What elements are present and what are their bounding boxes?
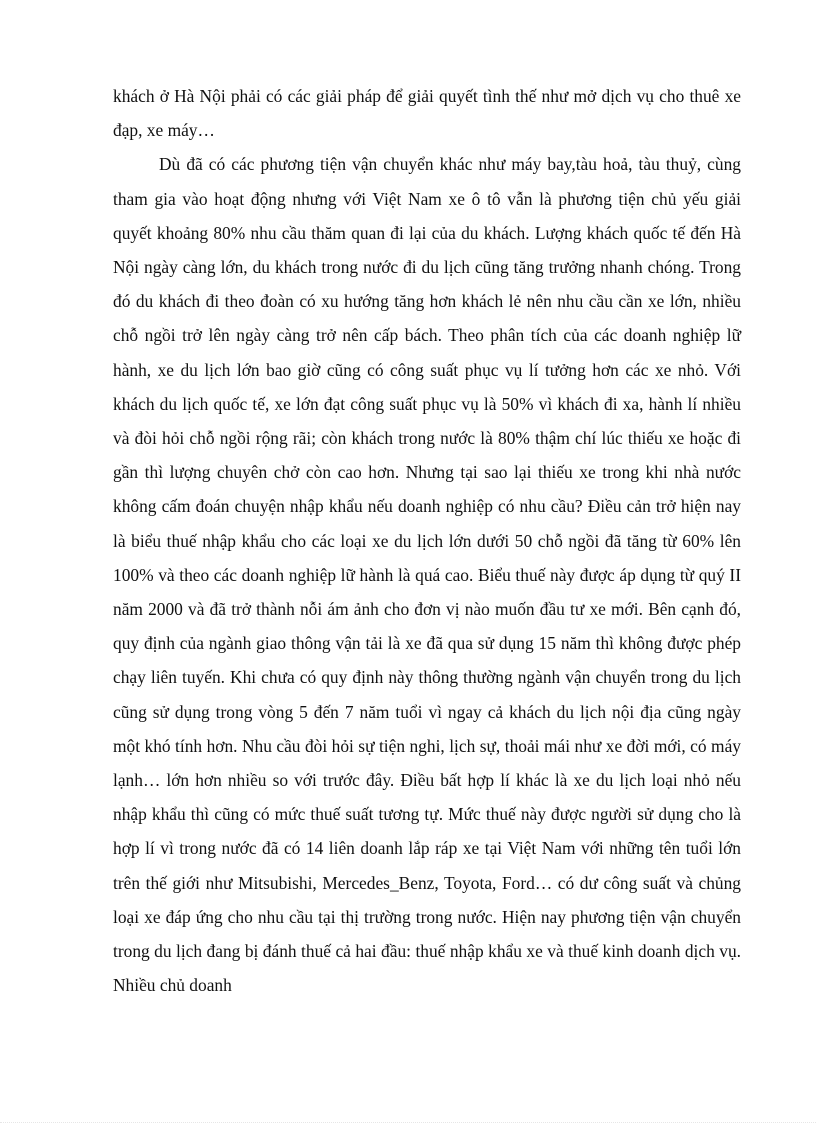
paragraph-1: khách ở Hà Nội phải có các giải pháp để giải quyết tình thế như mở dịch vụ cho thuê xe đạp, xe máy… bbox=[113, 86, 741, 141]
body-text bbox=[113, 79, 741, 1002]
paragraph-2: Dù đã có các phương tiện vận chuyển khác như máy bay,tàu hoả, tàu thuỷ, cùng tham gia vào hoạt động nhưng với Việt Nam xe ô tô vẫn là phương tiện chủ yếu giải quyết khoảng 80% nhu cầu thăm quan đi lại của du khách. Lượng khách quốc tế đến Hà Nội ngày càng lớn, du khách trong nước đi du lịch cũng tăng trưởng nhanh chóng. Trong đó du khách đi theo đoàn có xu hướng tăng hơn khách lẻ nên nhu cầu cần xe lớn, nhiều chỗ ngồi trở lên ngày càng trở nên cấp bách. Theo phân tích của các doanh nghiệp lữ hành, xe du lịch lớn bao giờ cũng có công suất phục vụ lí tưởng hơn các xe nhỏ. Với khách du lịch quốc tế, xe lớn đạt công suất phục vụ là 50% vì khách đi xa, hành lí nhiều và đòi hỏi chỗ ngồi rộng rãi; còn khách trong nước là 80% thậm chí lúc thiếu xe hoặc đi gần thì lượng chuyên chở còn cao hơn. Nhưng tại sao lại thiếu xe trong khi nhà nước không cấm đoán chuyện nhập khẩu nếu doanh nghiệp có nhu cầu? Điều cản trở hiện nay là biểu thuế nhập khẩu cho các loại xe du lịch lớn dưới 50 chỗ ngồi đã tăng từ 60% lên 100% và theo các doanh nghiệp lữ hành là quá cao. Biểu thuế này được áp dụng từ quý II năm 2000 và đã trở thành nỗi ám ảnh cho đơn vị nào muốn đầu tư xe mới. Bên cạnh đó, quy định của ngành giao thông vận tải là xe đã qua sử dụng 15 năm thì không được phép chạy liên tuyến. Khi chưa có quy định này thông thường ngành vận chuyển trong du lịch cũng sử dụng trong vòng 5 đến 7 năm tuổi vì ngay cả khách du lịch nội địa cũng ngày một khó tính hơn. Nhu cầu đòi hỏi sự tiện nghi, lịch sự, thoải mái như xe đời mới, có máy lạnh… lớn hơn nhiều so với trước đây. Điều bất hợp lí khác là xe du lịch loại nhỏ nếu nhập khẩu thì cũng có mức thuế suất tương tự. Mức thuế này được người sử dụng cho là hợp lí vì trong nước đã có 14 liên doanh lắp ráp xe tại Việt Nam với những tên tuổi lớn trên thế giới như Mitsubishi, Mercedes_Benz, Toyota, Ford… có dư công suất và chủng loại xe đáp ứng cho nhu cầu tại thị trường trong nước. Hiện nay phương tiện vận chuyển trong du lịch đang bị đánh thuế cả hai đầu: thuế nhập khẩu xe và thuế kinh doanh dịch vụ. Nhiều chủ doanh bbox=[113, 154, 741, 996]
